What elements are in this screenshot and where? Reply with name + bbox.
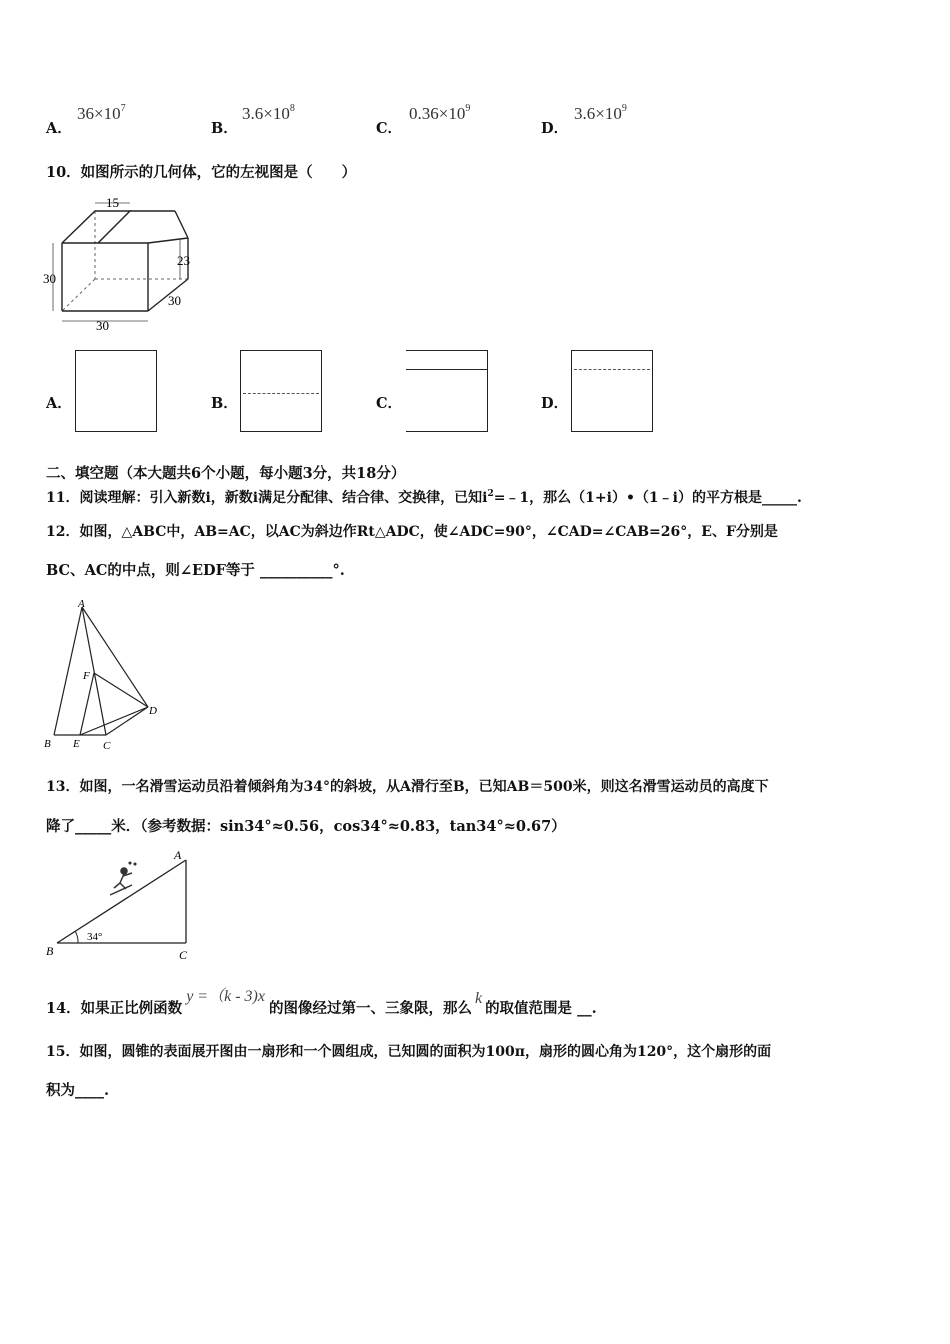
dashed-line xyxy=(574,369,650,370)
q12-line1: 12．如图，△ABC中，AB=AC，以AC为斜边作Rt△ADC，使∠ADC=90°，∠CAD=∠CAB=26°，E、F分别是 xyxy=(46,524,778,540)
point-e-label: E xyxy=(73,738,80,750)
dim-label-30-left: 30 xyxy=(43,271,56,286)
segment-fd xyxy=(94,673,148,707)
q9-option-b-value: $3.6\times 10^8$ xyxy=(242,103,295,123)
edge xyxy=(175,211,188,238)
segment-ed xyxy=(80,707,148,735)
q10-option-a-square xyxy=(75,350,157,432)
point-c-label: C xyxy=(103,740,111,752)
angle-label: 34° xyxy=(87,931,103,943)
dashed-line xyxy=(243,393,319,394)
segment-fe xyxy=(80,673,94,735)
q10-option-c-square xyxy=(406,350,488,432)
q9-option-b-label: B． xyxy=(211,120,238,137)
point-c-label: C xyxy=(179,948,188,962)
angle-arc xyxy=(75,931,78,943)
q10-option-b-square xyxy=(240,350,322,432)
top-face xyxy=(62,211,130,243)
q10-option-c-label: C． xyxy=(376,395,403,412)
segment-cd xyxy=(106,707,148,735)
solid-line xyxy=(406,369,487,370)
point-b-label: B xyxy=(44,738,51,750)
q15-line2: 积为____. xyxy=(46,1082,110,1099)
q12-line2: BC、AC的中点，则∠EDF等于 __________°. xyxy=(46,562,345,579)
q9-option-c-label: C． xyxy=(376,120,403,137)
q10-solid-figure xyxy=(40,193,200,333)
q9-option-d-value: $3.6\times 10^9$ xyxy=(574,103,627,123)
q9-option-c-value: $0.36\times 10^9$ xyxy=(409,103,471,123)
q15-line1: 15．如图，圆锥的表面展开图由一扇形和一个圆组成，已知圆的面积为100π，扇形的圆心角为120°，这个扇形的面 xyxy=(46,1044,772,1060)
q9-option-a-label: A． xyxy=(46,120,72,137)
q13-slope-figure xyxy=(40,845,200,965)
q9-option-a-value: $36\times 10^7$ xyxy=(77,103,126,123)
q14-formula: y =（k - 3)x xyxy=(186,988,265,1005)
q10-option-b-label: B． xyxy=(211,395,238,412)
dim-label-30-bottom: 30 xyxy=(96,318,109,333)
q10-option-a-label: A． xyxy=(46,395,72,412)
skier-icon xyxy=(110,862,136,895)
section-heading: 二、填空题（本大题共6个小题，每小题3分，共18分） xyxy=(46,465,406,482)
point-a-label: A xyxy=(174,848,182,862)
point-d-label: D xyxy=(149,705,157,717)
q12-triangle-figure xyxy=(40,595,170,755)
q14-k: k xyxy=(474,990,483,1007)
segment-ab xyxy=(54,607,82,735)
q10-text: 10．如图所示的几何体，它的左视图是（ ） xyxy=(46,164,357,181)
point-b-label: B xyxy=(46,944,54,958)
q10-option-d-label: D． xyxy=(541,395,569,412)
point-f-label: F xyxy=(83,670,90,682)
dim-label-23: 23 xyxy=(177,253,190,268)
hidden-edge xyxy=(62,279,95,311)
q10-option-d-square xyxy=(571,350,653,432)
q14-text: 14．如果正比例函数y =（k - 3)x的图像经过第一、三象限，那么k的取值范围是 __. xyxy=(46,988,597,1017)
q13-line1: 13．如图，一名滑雪运动员沿着倾斜角为34°的斜坡，从A滑行至B，已知AB＝500米，则这名滑雪运动员的高度下 xyxy=(46,779,769,795)
edge xyxy=(148,238,188,243)
point-a-label: A xyxy=(78,598,85,610)
dim-label-30-depth: 30 xyxy=(168,293,181,308)
q13-line2: 降了_____米．（参考数据：sin34°≈0.56，cos34°≈0.83，tan34°≈0.67） xyxy=(46,818,566,835)
q11-text: 11．阅读理解：引入新数i，新数i满足分配律、结合律、交换律，已知$i^2=﹣1$，那么（1+i）•（1﹣i）的平方根是_____. xyxy=(46,489,802,506)
q9-option-d-label: D． xyxy=(541,120,569,137)
dim-label-15: 15 xyxy=(106,195,119,210)
